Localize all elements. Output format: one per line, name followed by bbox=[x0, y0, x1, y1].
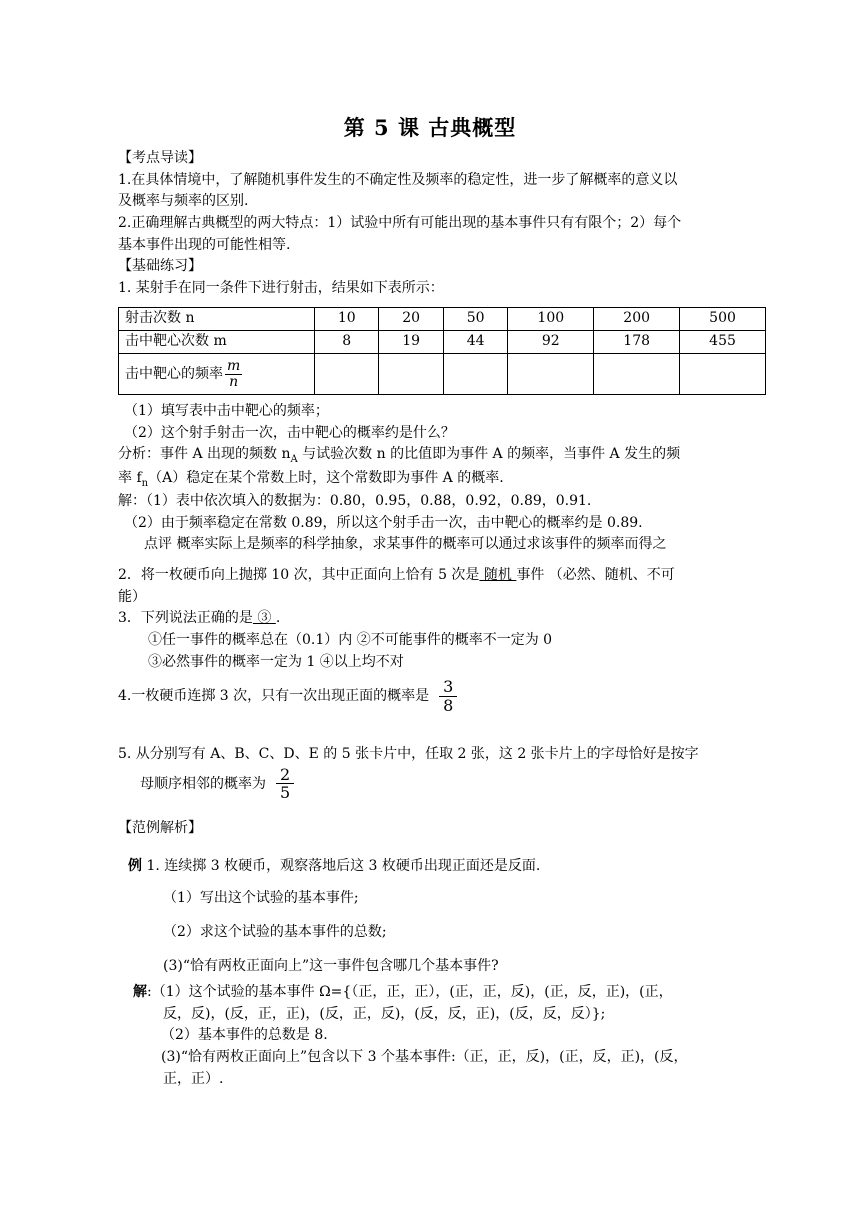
page-title: 第 5 课 古典概型 bbox=[343, 115, 517, 140]
table-cell: 500 bbox=[680, 308, 766, 331]
table-cell: 100 bbox=[508, 308, 594, 331]
question-5-line: 5. 从分别写有 A、B、C、D、E 的 5 张卡片中，任取 2 张，这 2 张卡片上的字母恰好是按字 bbox=[118, 746, 699, 762]
table-cell: 200 bbox=[594, 308, 680, 331]
table-cell: 8 bbox=[315, 331, 379, 354]
solution-label: 解 bbox=[133, 984, 147, 1000]
question-3-options: ①任一事件的概率总在（0.1）内 ②不可能事件的概率不一定为 0 bbox=[148, 632, 553, 649]
solution-line: 正，正）. bbox=[163, 1070, 224, 1087]
table-cell-empty bbox=[315, 354, 379, 395]
text-line: 1.在具体情境中，了解随机事件发生的不确定性及频率的稳定性，进一步了解概率的意义以 bbox=[118, 171, 678, 188]
example-1 bbox=[128, 856, 768, 878]
question-2-answer: 随机 bbox=[479, 567, 517, 583]
solution-line: 反，反)，(反，正，正)，(反，正，反)，(反，反，正)，(反，反，反）}; bbox=[163, 1005, 606, 1022]
table-row bbox=[119, 308, 766, 331]
table-cell-empty bbox=[680, 354, 766, 395]
review-line: 点评 概率实际上是频率的科学抽象，求某事件的概率可以通过求该事件的频率而得之 bbox=[144, 536, 667, 553]
question-1-body bbox=[118, 401, 758, 556]
example-part: (3)“恰有两枚正面向上”这一事件包含哪几个基本事件? bbox=[163, 958, 499, 974]
question-4 bbox=[118, 678, 743, 714]
example-solution bbox=[133, 982, 743, 1090]
text-line: （2）这个射手射击一次，击中靶心的概率约是什么？ bbox=[124, 424, 455, 441]
section-fanli bbox=[118, 818, 758, 840]
analysis-line: 率 $f_n(A)$稳定在某个常数上时，这个常数即为事件 A 的概率. bbox=[118, 469, 504, 489]
table-cell: 50 bbox=[443, 308, 507, 331]
section-heading: 【范例解析】 bbox=[118, 820, 202, 836]
question-2-cont: 能） bbox=[118, 588, 146, 605]
question-2: 2．将一枚硬币向上抛掷 10 次，其中正面向上恰有 5 次是 随机 事件 （必然、随机、不可 bbox=[118, 567, 675, 583]
table-cell-empty bbox=[508, 354, 594, 395]
text-line: （1）填写表中击中靶心的频率； bbox=[124, 403, 329, 419]
question-5-line: 母顺序相邻的概率为 bbox=[140, 775, 266, 792]
text-line: 2.正确理解古典概型的两大特点：1）试验中所有可能出现的基本事件只有有限个；2）每个 bbox=[118, 215, 682, 232]
example-part: （2）求这个试验的基本事件的总数; bbox=[163, 924, 387, 940]
example-label: 例 bbox=[128, 858, 142, 874]
fraction-denominator: n bbox=[229, 373, 239, 390]
question-2-3 bbox=[118, 565, 758, 673]
question-1-intro: 1. 某射手在同一条件下进行射击，结果如下表所示： bbox=[118, 280, 444, 297]
fraction-answer: $\frac{2}{5}$ bbox=[276, 766, 294, 802]
section-heading: 【考点导读】 bbox=[118, 150, 202, 166]
section-kaodian bbox=[118, 148, 743, 300]
question-5 bbox=[118, 744, 758, 802]
fraction-answer: $\frac{3}{8}$ bbox=[439, 678, 457, 714]
table-cell: 455 bbox=[680, 331, 766, 354]
solution-line: 解：（1）表中依次填入的数据为：0.80，0.95，0.88，0.92，0.89，0.91. bbox=[118, 492, 592, 509]
question-3-options: ③必然事件的概率一定为 1 ④以上均不对 bbox=[148, 653, 404, 670]
table-row bbox=[119, 331, 766, 354]
table-cell-empty bbox=[379, 354, 443, 395]
table-row bbox=[119, 354, 766, 395]
example-intro: 1. 连续掷 3 枚硬币，观察落地后这 3 枚硬币出现正面还是反面. bbox=[142, 858, 541, 874]
fraction-m-over-n bbox=[225, 359, 242, 389]
table-cell: 178 bbox=[594, 331, 680, 354]
question-3-answer: ③ bbox=[252, 610, 276, 627]
table-cell-empty bbox=[594, 354, 680, 395]
solution-line: （2）由于频率稳定在常数 0.89，所以这个射手击一次，击中靶心的概率约是 0.89. bbox=[124, 514, 643, 531]
table-cell: 10 bbox=[315, 308, 379, 331]
table-cell: 20 bbox=[379, 308, 443, 331]
question-3: 3．下列说法正确的是 ③ . bbox=[118, 610, 281, 627]
fraction-numerator: m bbox=[227, 357, 241, 374]
table-cell: 92 bbox=[508, 331, 594, 354]
solution-line: :（1）这个试验的基本事件 Ω={（正，正，正），(正，正，反)，(正，反，正)，(正， bbox=[147, 984, 673, 1000]
shooting-table bbox=[118, 307, 766, 395]
table-row-header: 击中靶心次数 m bbox=[119, 331, 315, 354]
table-cell: 44 bbox=[443, 331, 507, 354]
question-4-text: 4.一枚硬币连掷 3 次，只有一次出现正面的概率是 bbox=[118, 688, 430, 705]
analysis-line: 分析：事件 A 出现的频数 $n_A$ 与试验次数 n 的比值即为事件 A 的频率，当事件 A 发生的频 bbox=[118, 446, 681, 466]
text-line: 及概率与频率的区别. bbox=[118, 193, 249, 210]
table-row-header: 射击次数 n bbox=[119, 308, 315, 331]
text-line: 基本事件出现的可能性相等. bbox=[118, 236, 291, 253]
frequency-label: 击中靶心的频率 bbox=[125, 366, 223, 382]
solution-line: （2）基本事件的总数是 8. bbox=[161, 1027, 328, 1044]
table-row-header bbox=[119, 354, 315, 395]
table-cell-empty bbox=[443, 354, 507, 395]
table-cell: 19 bbox=[379, 331, 443, 354]
solution-line: (3)“恰有两枚正面向上”包含以下 3 个基本事件:（正，正，反)，(正，反，正)，(反， bbox=[161, 1049, 688, 1066]
section-heading: 【基础练习】 bbox=[118, 258, 202, 275]
example-part: （1）写出这个试验的基本事件; bbox=[163, 890, 359, 906]
